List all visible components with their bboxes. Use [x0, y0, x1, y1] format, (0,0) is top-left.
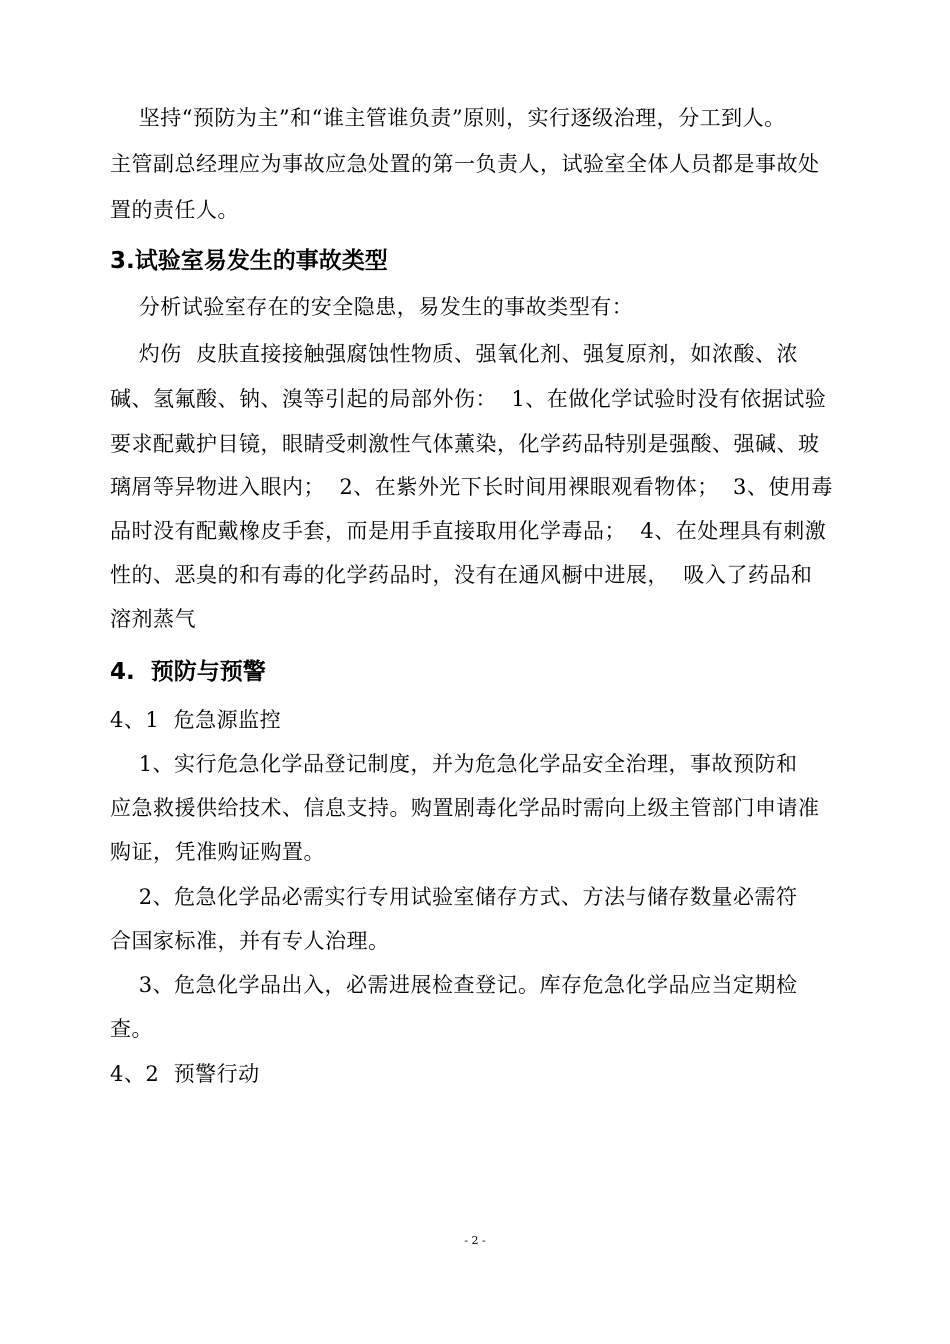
paragraph-line: 灼伤 皮肤直接接触强腐蚀性物质、强氧化剂、强复原剂，如浓酸、浓	[110, 342, 799, 366]
paragraph-line: 性的、恶臭的和有毒的化学药品时，没有在通风橱中进展， 吸入了药品和	[110, 563, 813, 587]
subsection-title: 4、1 危急源监控	[110, 708, 282, 732]
section-heading: 4. 预防与预警	[110, 659, 266, 685]
paragraph-line: 溶剂蒸气	[110, 607, 196, 631]
paragraph-line: 碱、氢氟酸、钠、溴等引起的局部外伤： 1、在做化学试验时没有依据试验	[110, 387, 827, 411]
paragraph-line: 购证，凭准购证购置。	[110, 840, 325, 864]
paragraph-line: 要求配戴护目镜，眼睛受刺激性气体薰染，化学药品特别是强酸、强碱、玻	[110, 432, 820, 456]
paragraph-line: 合国家标准，并有专人治理。	[110, 929, 390, 953]
page-number: - 2 -	[464, 1234, 486, 1247]
section-heading: 3.试验室易发生的事故类型	[110, 248, 388, 274]
paragraph-line: 置的责任人。	[110, 198, 239, 222]
paragraph-line: 2、危急化学品必需实行专用试验室储存方式、方法与储存数量必需符	[110, 885, 798, 909]
paragraph-line: 3、危急化学品出入，必需进展检查登记。库存危急化学品应当定期检	[110, 973, 798, 997]
paragraph-line: 坚持“预防为主”和“谁主管谁负责”原则，实行逐级治理，分工到人。	[110, 106, 786, 130]
paragraph-line: 1、实行危急化学品登记制度，并为危急化学品安全治理，事故预防和	[110, 752, 798, 776]
paragraph-line: 璃屑等异物进入眼内； 2、在紫外光下长时间用裸眼观看物体； 3、使用毒	[110, 475, 833, 499]
paragraph-line: 品时没有配戴橡皮手套，而是用手直接取用化学毒品； 4、在处理具有刺激	[110, 519, 827, 543]
paragraph-line: 查。	[110, 1017, 153, 1041]
subsection-title: 4、2 预警行动	[110, 1062, 260, 1086]
paragraph-line: 分析试验室存在的安全隐患，易发生的事故类型有：	[110, 295, 634, 319]
paragraph-line: 主管副总经理应为事故应急处置的第一负责人，试验室全体人员都是事故处	[110, 152, 820, 176]
paragraph-line: 应急救援供给技术、信息支持。购置剧毒化学品时需向上级主管部门申请准	[110, 796, 820, 820]
